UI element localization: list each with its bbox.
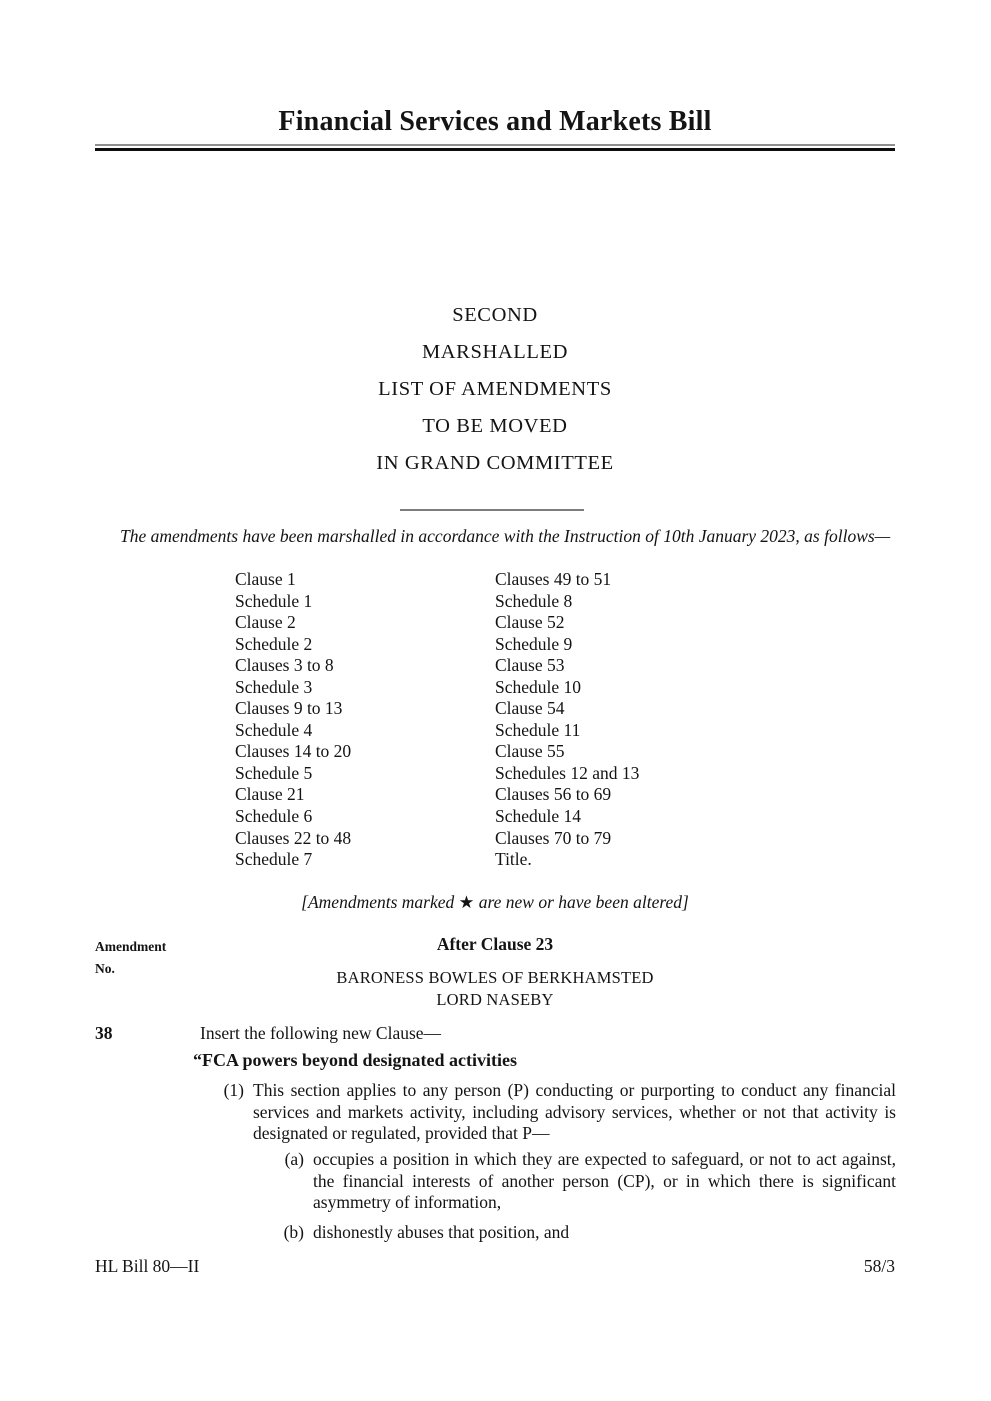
heading-line: MARSHALLED bbox=[421, 341, 569, 363]
amendment-no-label-line1: Amendment bbox=[95, 939, 167, 954]
provision-1-text: This section applies to any person (P) conducting or purporting to conduct any financial services and markets activity, including advisory services, whether or not that activity is designated or regulated, provided that P— bbox=[253, 1080, 896, 1144]
order-item: Schedule 10 bbox=[495, 676, 582, 697]
heading-line: SECOND bbox=[452, 304, 538, 326]
order-column-right bbox=[495, 569, 775, 871]
order-item: Schedule 3 bbox=[235, 676, 313, 697]
heading-line: TO BE MOVED bbox=[422, 415, 568, 437]
order-item: Schedule 11 bbox=[495, 719, 581, 740]
order-item: Schedule 14 bbox=[495, 806, 582, 827]
order-item: Clause 52 bbox=[495, 612, 565, 633]
order-item: Clauses 49 to 51 bbox=[495, 569, 612, 589]
order-item: Schedule 4 bbox=[235, 719, 313, 740]
title-rule-thin bbox=[95, 144, 895, 146]
order-item: Schedule 7 bbox=[235, 849, 313, 870]
order-item: Schedule 1 bbox=[235, 590, 313, 611]
order-item: Schedule 6 bbox=[235, 806, 313, 827]
provision-1b-text: dishonestly abuses that position, and bbox=[313, 1222, 570, 1242]
amendment-number: 38 bbox=[95, 1023, 113, 1043]
order-item: Schedule 5 bbox=[235, 762, 313, 783]
order-item: Clause 54 bbox=[495, 698, 565, 719]
section-divider bbox=[400, 509, 584, 511]
order-item: Clause 53 bbox=[495, 655, 565, 676]
place-heading: After Clause 23 bbox=[436, 934, 554, 954]
order-item: Clauses 3 to 8 bbox=[235, 655, 334, 676]
marshalled-list-headings bbox=[95, 297, 895, 482]
order-item: Schedule 8 bbox=[495, 590, 573, 611]
provision-1-label: (1) bbox=[223, 1080, 244, 1100]
order-item: Clause 55 bbox=[495, 741, 565, 762]
provision-1a-text: occupies a position in which they are expected to safeguard, or not to act against, the financial interests of another person (CP), or in which there is significant asymmetry of information, bbox=[313, 1149, 896, 1213]
amendment-instruction: Insert the following new Clause— bbox=[200, 1023, 442, 1043]
order-item: Schedule 9 bbox=[495, 633, 573, 654]
order-item: Title. bbox=[495, 849, 532, 870]
order-item: Schedules 12 and 13 bbox=[495, 762, 640, 783]
order-item: Clauses 56 to 69 bbox=[495, 784, 612, 805]
star-icon: ★ bbox=[458, 892, 475, 912]
order-item: Clause 21 bbox=[235, 784, 305, 805]
new-clause-title: “FCA powers beyond designated activities bbox=[193, 1050, 517, 1070]
star-note-prefix: [Amendments marked bbox=[301, 892, 459, 912]
footer-page-ref: 58/3 bbox=[863, 1256, 895, 1276]
order-column-left bbox=[235, 569, 485, 871]
heading-line: IN GRAND COMMITTEE bbox=[376, 452, 614, 474]
page-footer bbox=[95, 1256, 895, 1277]
title-rule bbox=[95, 144, 895, 151]
order-item: Schedule 2 bbox=[235, 633, 313, 654]
order-item: Clauses 22 to 48 bbox=[235, 827, 352, 848]
provision-1a-label: (a) bbox=[284, 1149, 304, 1169]
provision-1 bbox=[215, 1080, 896, 1145]
marshalling-note: The amendments have been marshalled in accordance with the Instruction of 10th January 2023, as follows— bbox=[120, 526, 891, 546]
star-legend-note bbox=[95, 892, 895, 913]
document-title: Financial Services and Markets Bill bbox=[278, 106, 712, 137]
title-rule-thick bbox=[95, 148, 895, 151]
sponsor-names bbox=[95, 967, 895, 1011]
order-item: Clauses 70 to 79 bbox=[495, 827, 612, 848]
order-item: Clause 2 bbox=[235, 612, 296, 633]
provision-1b bbox=[275, 1222, 896, 1244]
provision-1b-label: (b) bbox=[283, 1222, 304, 1242]
order-item: Clause 1 bbox=[235, 569, 296, 589]
amendment-no-label-line2: No. bbox=[95, 961, 115, 976]
order-item: Clauses 14 to 20 bbox=[235, 741, 352, 762]
sponsor-name: LORD NASEBY bbox=[436, 990, 554, 1009]
sponsor-name: BARONESS BOWLES OF BERKHAMSTED bbox=[336, 968, 654, 987]
provision-1a bbox=[275, 1149, 896, 1214]
heading-line: LIST OF AMENDMENTS bbox=[378, 378, 612, 400]
footer-bill-number: HL Bill 80—II bbox=[95, 1256, 200, 1276]
order-item: Clauses 9 to 13 bbox=[235, 698, 343, 719]
star-note-suffix: are new or have been altered] bbox=[474, 892, 689, 912]
